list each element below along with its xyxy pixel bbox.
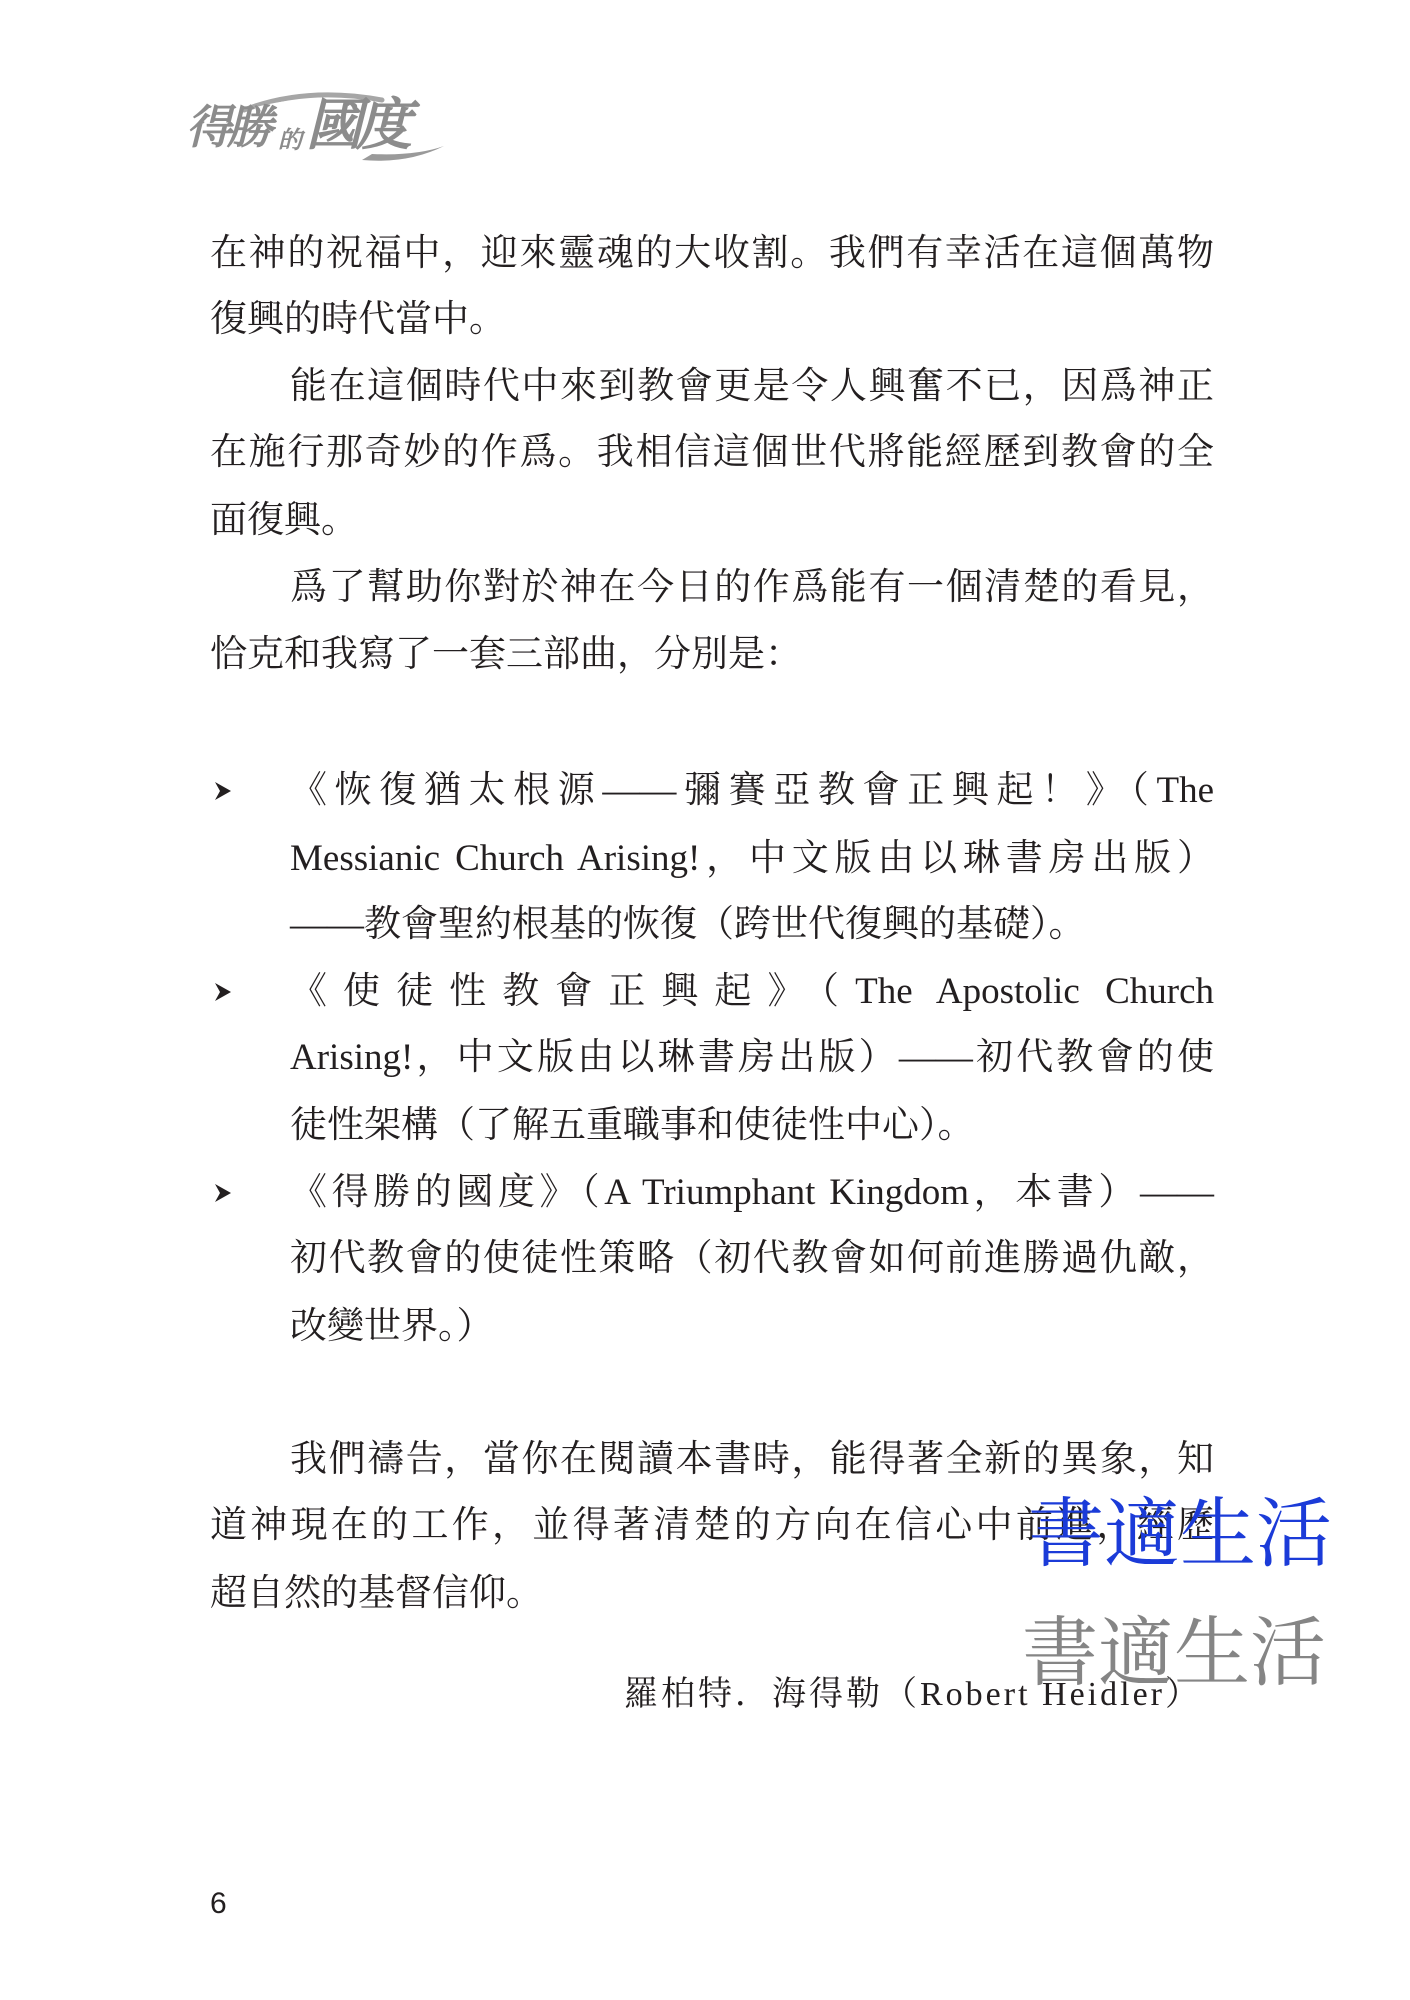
- paragraph-line: 復興的時代當中。: [210, 299, 506, 340]
- watermark-gray: 書適生活: [1022, 1608, 1326, 1697]
- list-item-line: 改變世界。）: [290, 1306, 494, 1347]
- paragraph-line: 道神現在的工作，並得著清楚的方向在信心中前進，經歷: [210, 1505, 1214, 1546]
- arrowhead-bullet-icon: [214, 982, 232, 1002]
- list-item-line: ——教會聖約根基的恢復（跨世代復興的基礎）。: [290, 904, 1086, 945]
- logo-text-main: 得勝: [186, 100, 268, 154]
- paragraph-line: 我們禱告，當你在閱讀本書時，能得著全新的異象，知: [290, 1439, 1214, 1480]
- paragraph-line: 爲了幫助你對於神在今日的作爲能有一個清楚的看見，: [290, 567, 1214, 608]
- paragraph-line: 能在這個時代中來到教會更是令人興奮不已，因爲神正: [290, 366, 1214, 407]
- watermark-blue: 書適生活: [1028, 1489, 1332, 1578]
- paragraph-line: 在神的祝福中，迎來靈魂的大收割。我們有幸活在這個萬物: [210, 233, 1214, 274]
- list-item-line: 徒性架構（了解五重職事和使徒性中心）。: [290, 1105, 975, 1146]
- logo-text-particle: 的: [278, 126, 302, 154]
- list-item-line: 初代教會的使徒性策略（初代教會如何前進勝過仇敵，: [290, 1238, 1214, 1279]
- list-item-line: 《使徒性教會正興起》（The Apostolic Church: [290, 971, 1214, 1012]
- list-item-line: 《恢復猶太根源——彌賽亞教會正興起！》（The: [290, 770, 1214, 811]
- paragraph-line: 面復興。: [210, 500, 358, 541]
- paragraph-line: 超自然的基督信仰。: [210, 1573, 543, 1614]
- list-item-line: Messianic Church Arising!，中文版由以琳書房出版）: [290, 838, 1214, 879]
- list-item-line: Arising!，中文版由以琳書房出版）——初代教會的使: [290, 1037, 1214, 1078]
- page-number: 6: [210, 1887, 227, 1920]
- header-logo: [186, 90, 448, 172]
- list-item-line: 《得勝的國度》（A Triumphant Kingdom，本書）——: [290, 1172, 1214, 1213]
- paragraph-line: 恰克和我寫了一套三部曲，分別是：: [210, 634, 802, 675]
- arrowhead-bullet-icon: [214, 781, 232, 801]
- arrowhead-bullet-icon: [214, 1183, 232, 1203]
- author-signature: 羅柏特．海得勒（Robert Heidler）: [624, 1676, 1202, 1713]
- logo-text-kingdom: 國度: [306, 93, 406, 158]
- paragraph-line: 在施行那奇妙的作爲。我相信這個世代將能經歷到教會的全: [210, 432, 1214, 473]
